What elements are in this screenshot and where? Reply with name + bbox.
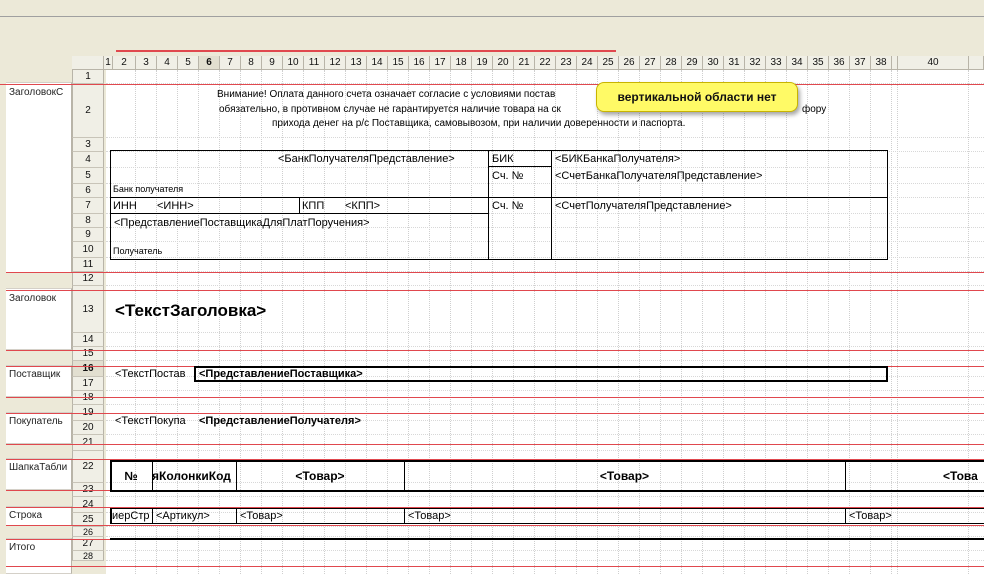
- notice-line-1: Внимание! Оплата данного счета означает согласие с условиями постав: [217, 89, 556, 100]
- header-goods-1: <Товар>: [295, 469, 345, 483]
- bank-caption: Банк получателя: [113, 184, 184, 194]
- column-header-26[interactable]: 26: [619, 56, 640, 70]
- column-gridline: [968, 70, 969, 574]
- column-header-29[interactable]: 29: [682, 56, 703, 70]
- area-separator: [6, 413, 984, 414]
- area-separator: [6, 566, 984, 567]
- bik-value: <БИКБанкаПолучателя>: [555, 153, 681, 165]
- account-value-2: <СчетПолучателяПредставление>: [555, 200, 732, 212]
- group-band-postavshik[interactable]: [6, 365, 72, 397]
- row-header-7[interactable]: 7: [72, 198, 104, 214]
- row-header-19[interactable]: 19: [72, 405, 104, 421]
- row-header-28[interactable]: 28: [72, 551, 104, 561]
- row-header-9[interactable]: 9: [72, 228, 104, 242]
- column-header-32[interactable]: 32: [745, 56, 766, 70]
- group-label-stroka: Строка: [9, 510, 43, 521]
- table-hline: [488, 166, 551, 167]
- supplier-payment-repr: <ПредставлениеПоставщикаДляПлатПоручения>: [114, 217, 370, 229]
- column-header-30[interactable]: 30: [703, 56, 724, 70]
- column-gridline: [156, 70, 157, 574]
- column-header-38[interactable]: 38: [871, 56, 892, 70]
- column-header-25[interactable]: 25: [598, 56, 619, 70]
- column-gridline: [702, 70, 703, 574]
- column-header-10[interactable]: 10: [283, 56, 304, 70]
- row-gridline: [106, 496, 984, 497]
- column-header[interactable]: 1: [104, 56, 113, 70]
- group-label-pokupatel: Покупатель: [9, 416, 63, 427]
- column-gridline: [786, 70, 787, 574]
- row-header-24[interactable]: 24: [72, 497, 104, 513]
- column-gridline: [219, 70, 220, 574]
- area-separator: [6, 290, 984, 291]
- column-gridline: [282, 70, 283, 574]
- column-gridline: [261, 70, 262, 574]
- account-label-2: Сч. №: [492, 200, 524, 212]
- column-gridline: [897, 70, 898, 574]
- row-header-10[interactable]: 10: [72, 242, 104, 258]
- group-band-pokupatel[interactable]: [6, 412, 72, 444]
- column-header-13[interactable]: 13: [346, 56, 367, 70]
- row-gridline: [106, 434, 984, 435]
- row-header-20[interactable]: 20: [72, 421, 104, 435]
- row-header-12[interactable]: 12: [72, 272, 104, 286]
- row-gridline: [106, 560, 984, 561]
- table-vline: [845, 508, 846, 524]
- row-header-5[interactable]: 5: [72, 168, 104, 184]
- column-gridline: [891, 70, 892, 574]
- row-header-27[interactable]: 27: [72, 537, 104, 551]
- table-vline: [299, 197, 300, 213]
- area-separator: [0, 84, 984, 85]
- header-goods-2: <Товар>: [599, 469, 650, 483]
- kpp-label: КПП: [302, 200, 325, 212]
- column-gridline: [345, 70, 346, 574]
- column-header-19[interactable]: 19: [472, 56, 493, 70]
- column-gridline: [324, 70, 325, 574]
- bik-label: БИК: [492, 153, 514, 165]
- group-band-stroka[interactable]: [6, 506, 72, 526]
- column-header-33[interactable]: 33: [766, 56, 787, 70]
- notice-line-2: обязательно, в противном случае не гарантируется наличие товара на ск: [219, 104, 561, 115]
- column-header-31[interactable]: 31: [724, 56, 745, 70]
- row-header-4[interactable]: 4: [72, 152, 104, 168]
- column-gridline: [744, 70, 745, 574]
- horizontal-area-marker: [116, 50, 616, 52]
- column-gridline: [576, 70, 577, 574]
- row-gridline: [106, 137, 984, 138]
- column-gridline: [870, 70, 871, 574]
- row-gridline: [106, 550, 984, 551]
- row-goods-1: <Товар>: [240, 510, 283, 522]
- window-top-bar: [0, 0, 984, 17]
- row-header-11[interactable]: 11: [72, 258, 104, 272]
- column-gridline: [198, 70, 199, 574]
- header-goods-3: <Това: [943, 469, 978, 483]
- row-header-23[interactable]: 23: [72, 483, 104, 497]
- column-header-5[interactable]: 5: [178, 56, 199, 70]
- row-gridline: [106, 404, 984, 405]
- row-article: <Артикул>: [156, 510, 210, 522]
- column-gridline: [618, 70, 619, 574]
- column-gridline: [828, 70, 829, 574]
- column-gridline: [429, 70, 430, 574]
- tooltip-no-vertical-area: вертикальной области нет: [596, 82, 798, 112]
- group-label-postavshik: Поставщик: [9, 369, 61, 380]
- row-header-13[interactable]: 13: [72, 286, 104, 333]
- row-gridline: [106, 390, 984, 391]
- column-header-20[interactable]: 20: [493, 56, 514, 70]
- column-header-34[interactable]: 34: [787, 56, 808, 70]
- row-gridline: [106, 285, 984, 286]
- column-gridline: [807, 70, 808, 574]
- header-corner: [72, 56, 104, 70]
- column-header-2[interactable]: 2: [113, 56, 136, 70]
- column-header-11[interactable]: 11: [304, 56, 325, 70]
- account-label-1: Сч. №: [492, 170, 524, 182]
- column-gridline: [366, 70, 367, 574]
- column-gridline: [597, 70, 598, 574]
- row-goods-2: <Товар>: [408, 510, 451, 522]
- column-header-16[interactable]: 16: [409, 56, 430, 70]
- inn-label: ИНН: [113, 200, 137, 212]
- recipient-caption: Получатель: [113, 246, 163, 256]
- group-label-zagolovok: Заголовок: [9, 293, 57, 304]
- group-label-shapka: ШапкаТабли: [9, 462, 68, 473]
- row-header-16[interactable]: 16: [72, 361, 104, 377]
- supplier-label-text: <ТекстПостав: [115, 368, 186, 380]
- table-vline: [845, 460, 846, 492]
- table-hline: [110, 197, 888, 198]
- group-label-itogo: Итого: [9, 542, 36, 553]
- table-vline: [236, 508, 237, 524]
- column-header-6[interactable]: 6: [199, 56, 220, 70]
- bank-representation: <БанкПолучателяПредставление>: [278, 153, 455, 165]
- column-gridline: [177, 70, 178, 574]
- header-code: яКолонкиКод: [152, 469, 231, 483]
- column-gridline: [660, 70, 661, 574]
- group-band-shapka[interactable]: [6, 458, 72, 490]
- column-gridline: [408, 70, 409, 574]
- row-number: иерСтр: [112, 510, 150, 522]
- table-hline: [110, 213, 488, 214]
- column-header-8[interactable]: 8: [241, 56, 262, 70]
- row-header-17[interactable]: 17: [72, 377, 104, 391]
- row-header-3[interactable]: 3: [72, 138, 104, 152]
- buyer-representation: <ПредставлениеПолучателя>: [199, 415, 361, 427]
- row-gridline: [106, 332, 984, 333]
- group-band-zagolovok-schet[interactable]: [6, 82, 72, 273]
- column-header-35[interactable]: 35: [808, 56, 829, 70]
- column-header-37[interactable]: 37: [850, 56, 871, 70]
- column-gridline: [450, 70, 451, 574]
- row-header-8[interactable]: 8: [72, 214, 104, 228]
- group-band-zagolovok[interactable]: [6, 288, 72, 350]
- column-gridline: [723, 70, 724, 574]
- column-gridline: [471, 70, 472, 574]
- row-header-18[interactable]: 18: [72, 391, 104, 405]
- column-header-40[interactable]: 40: [898, 56, 969, 70]
- column-header-17[interactable]: 17: [430, 56, 451, 70]
- column-header-filler: [969, 56, 984, 70]
- column-header-3[interactable]: 3: [136, 56, 157, 70]
- column-header-4[interactable]: 4: [157, 56, 178, 70]
- column-header-24[interactable]: 24: [577, 56, 598, 70]
- table-vline: [551, 150, 552, 260]
- row-gridline: [106, 450, 984, 451]
- column-gridline: [135, 70, 136, 574]
- row-gridline: [106, 346, 984, 347]
- row-header-21[interactable]: 21: [72, 435, 104, 451]
- column-header-27[interactable]: 27: [640, 56, 661, 70]
- supplier-representation: <ПредставлениеПоставщика>: [199, 368, 363, 380]
- column-gridline: [492, 70, 493, 574]
- row-header-6[interactable]: 6: [72, 184, 104, 198]
- area-separator: [6, 397, 984, 398]
- account-value-1: <СчетБанкаПолучателяПредставление>: [555, 170, 763, 182]
- row-header-26[interactable]: 26: [72, 527, 104, 537]
- kpp-value: <КПП>: [345, 200, 381, 212]
- group-label-zagolovok-schet: ЗаголовокС: [9, 87, 64, 98]
- column-gridline: [765, 70, 766, 574]
- row-gridline: [106, 360, 984, 361]
- column-gridline: [849, 70, 850, 574]
- row-goods-3: <Товар>: [849, 510, 892, 522]
- column-header-23[interactable]: 23: [556, 56, 577, 70]
- column-header-21[interactable]: 21: [514, 56, 535, 70]
- area-separator: [6, 444, 984, 445]
- table-vline: [404, 508, 405, 524]
- notice-line-2-tail: фору: [802, 104, 827, 115]
- column-gridline: [513, 70, 514, 574]
- column-header-9[interactable]: 9: [262, 56, 283, 70]
- area-separator: [6, 272, 984, 273]
- column-gridline: [681, 70, 682, 574]
- buyer-label-text: <ТекстПокупа: [115, 415, 186, 427]
- group-band-itogo[interactable]: [6, 538, 72, 574]
- totals-border: [110, 538, 984, 540]
- document-title: <ТекстЗаголовка>: [115, 301, 267, 320]
- table-vline: [152, 508, 153, 524]
- row-header-1[interactable]: 1: [72, 70, 104, 84]
- area-separator: [6, 525, 984, 526]
- notice-line-3: прихода денег на р/с Поставщика, самовывозом, при наличии доверенности и паспорта.: [272, 118, 686, 129]
- row-header-14[interactable]: 14: [72, 333, 104, 347]
- column-header-28[interactable]: 28: [661, 56, 682, 70]
- column-gridline: [534, 70, 535, 574]
- column-gridline: [240, 70, 241, 574]
- column-header-15[interactable]: 15: [388, 56, 409, 70]
- row-header-2[interactable]: 2: [72, 84, 104, 138]
- row-header-22[interactable]: 22: [72, 451, 104, 483]
- column-header-36[interactable]: 36: [829, 56, 850, 70]
- column-gridline: [303, 70, 304, 574]
- row-header-15[interactable]: 15: [72, 347, 104, 361]
- column-header-18[interactable]: 18: [451, 56, 472, 70]
- column-header-22[interactable]: 22: [535, 56, 556, 70]
- selected-cell[interactable]: [194, 366, 888, 382]
- column-header-12[interactable]: 12: [325, 56, 346, 70]
- inn-value: <ИНН>: [157, 200, 194, 212]
- column-header-7[interactable]: 7: [220, 56, 241, 70]
- column-gridline: [639, 70, 640, 574]
- column-gridline: [555, 70, 556, 574]
- column-header-14[interactable]: 14: [367, 56, 388, 70]
- row-header-25[interactable]: 25: [72, 513, 104, 527]
- header-number: №: [124, 469, 138, 483]
- area-separator: [6, 350, 984, 351]
- column-gridline: [387, 70, 388, 574]
- row-gridline: [106, 536, 984, 537]
- row-gridline: [106, 526, 984, 527]
